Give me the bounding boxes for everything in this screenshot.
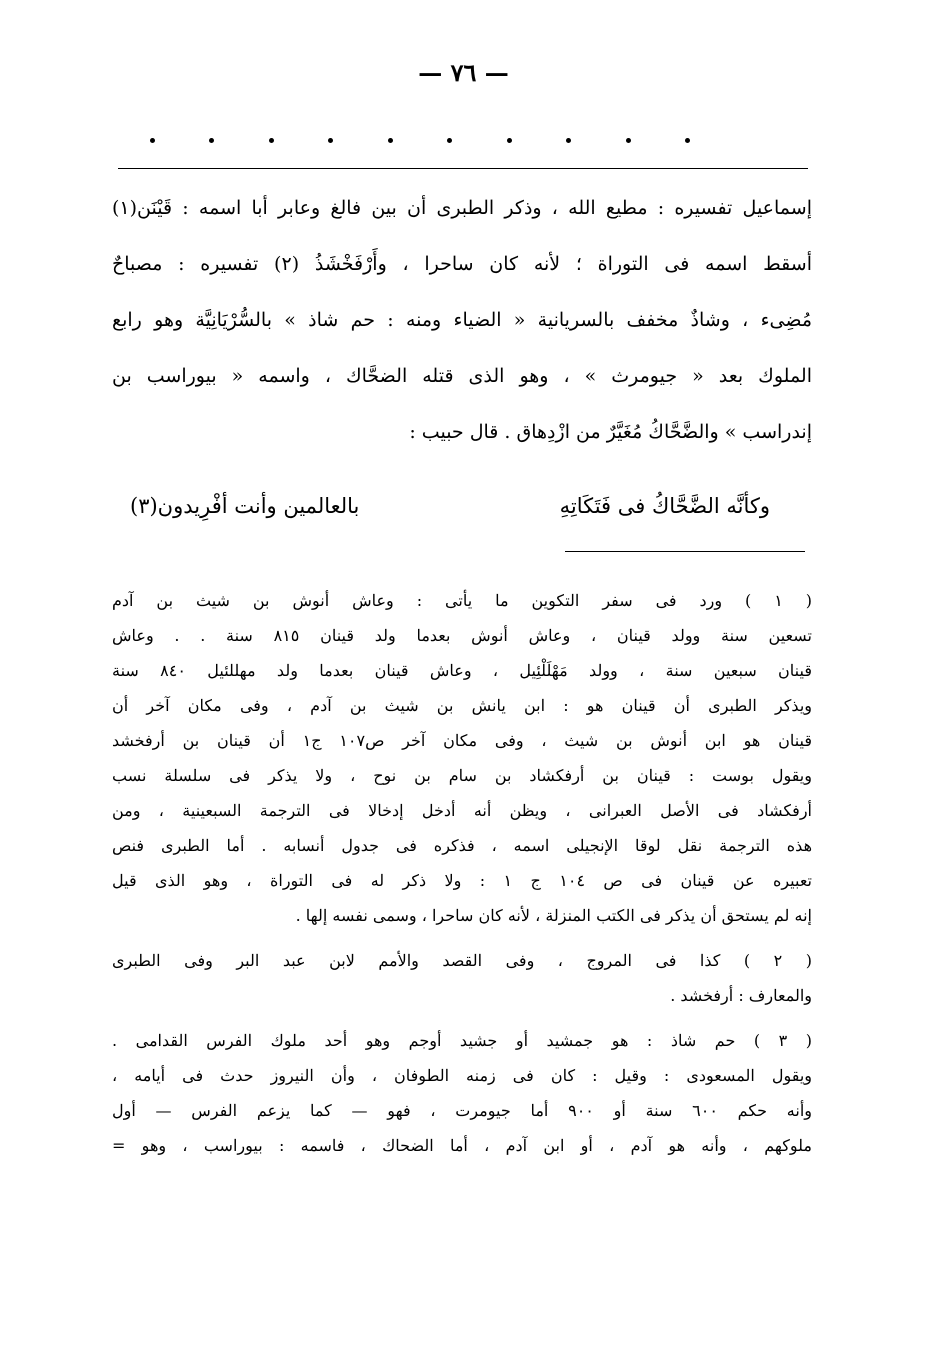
- verse-first-hemistich: وكأنَّه الضَّحَّاكُ فى فَتَكَاتِهِ: [559, 494, 770, 518]
- footnote-2: [112, 943, 812, 1013]
- footnote-divider: [565, 551, 805, 552]
- dot: [209, 138, 214, 143]
- dot: [447, 138, 452, 143]
- footnote-line: ( ١ ) ورد فى سفر التكوين ما يأتى : وعاش أنوش بن شيث بن آدم: [112, 591, 812, 610]
- footnote-line: هذه الترجمة نقل لوقا الإنجيلى اسمه ، فذكره فى جدول أنسابه . أما الطبرى فنص: [112, 836, 812, 855]
- footnote-line: ويذكر الطبرى أن قينان هو : ابن يانش بن شيث بن آدم ، وفى مكان آخر أن: [112, 696, 812, 715]
- footnote-line: ملوكهم ، وأنه هو آدم ، أو ابن آدم ، أما الضحاك ، فاسمه : بيوراسب ، وهو =: [112, 1136, 812, 1155]
- footnote-line: تسعين سنة وولد قينان ، وعاش أنوش بعدما ولد قينان ٨١٥ سنة . . وعاش: [112, 626, 812, 645]
- main-text-line: مُضِىء ، وشاذٌ مخفف بالسريانية « الضياء ومنه : حم شاذ » بالسُّرْيَانِيَّة وهو رابع: [112, 309, 812, 331]
- footnote-line: ( ٣ ) حم شاذ : هو جمشيد أو جشيد أوجم وهو أحد ملوك الفرس القدامى .: [112, 1031, 812, 1050]
- footnote-line: تعبيره عن قينان فى ص ١٠٤ ج ١ : ولا ذكر له فى التوراة ، وهو الذى قيل: [112, 871, 812, 890]
- main-text-line: إندراسب » والضَّحَّاكُ مُغَيَّرٌ من ازْدِهاق . قال حبيب :: [409, 421, 812, 443]
- dot: [507, 138, 512, 143]
- footnote-line: أرفكشاد فى الأصل العبرانى ، ويظن أنه أدخل إدخالا فى الترجمة السبعينية ، ومن: [112, 801, 812, 820]
- main-text-line: أسقط اسمه فى التوراة ؛ لأنه كان ساحرا ، وأَرْفَخْشَذُ (٢) تفسيره : مصباحٌ: [112, 253, 812, 275]
- footnote-line: إنه لم يستحق أن يذكر فى الكتب المنزلة ، لأنه كان ساحرا ، وسمى نفسه إلها .: [295, 906, 812, 925]
- footnote-line: ( ٢ ) كذا فى المروج ، وفى القصد والأمم لابن عبد البر وفى الطبرى: [112, 951, 812, 970]
- footnote-line: ويقول المسعودى : وقيل : كان فى زمنه الطوفان ، وأن النيروز حدث فى أيامه ،: [112, 1066, 812, 1085]
- dot: [685, 138, 690, 143]
- main-text-line: الملوك بعد « جيومرث » ، وهو الذى قتله الضحَّاك ، واسمه « بيوراسب بن: [112, 365, 812, 387]
- footnote-line: وأنه حكم ٦٠٠ سنة أو ٩٠٠ أما جيومرت ، فهو — كما يزعم الفرس — أول: [112, 1101, 812, 1120]
- footnote-line: ويقول بوست : قينان بن أرفكشاد بن سام بن نوح ، ولا يذكر فى سلسلة نسب: [112, 766, 812, 785]
- top-divider: [118, 168, 808, 169]
- dot: [150, 138, 155, 143]
- footnote-line: قينان سبعين سنة ، وولد مَهْلَلْئِيل ، وعاش قينان بعدما ولد مهللئيل ٨٤٠ سنة: [112, 661, 812, 680]
- footnote-line: والمعارف : أرفخشد .: [670, 986, 812, 1005]
- page-number: — ٧٦ —: [418, 58, 509, 87]
- main-text-body: [112, 180, 812, 460]
- footnote-line: قينان هو ابن أنوش بن شيث ، وفى مكان آخر ص١٠٧ ج١ أن قينان بن أرفخشد: [112, 731, 812, 750]
- verse-second-hemistich: بالعالمين وأنت أفْرِيدون(٣): [130, 494, 360, 518]
- dot: [328, 138, 333, 143]
- ellipsis-dots-separator: [150, 130, 690, 150]
- dot: [566, 138, 571, 143]
- main-text-line: إسماعيل تفسيره : مطيع الله ، وذكر الطبرى أن بين فالغ وعابر أبا اسمه : قَيْنَن(١): [112, 197, 812, 219]
- dot: [626, 138, 631, 143]
- footnotes-section: [112, 583, 812, 1173]
- dot: [269, 138, 274, 143]
- dot: [388, 138, 393, 143]
- footnote-1: [112, 583, 812, 933]
- poetry-verse: [130, 478, 770, 534]
- footnote-3: [112, 1023, 812, 1163]
